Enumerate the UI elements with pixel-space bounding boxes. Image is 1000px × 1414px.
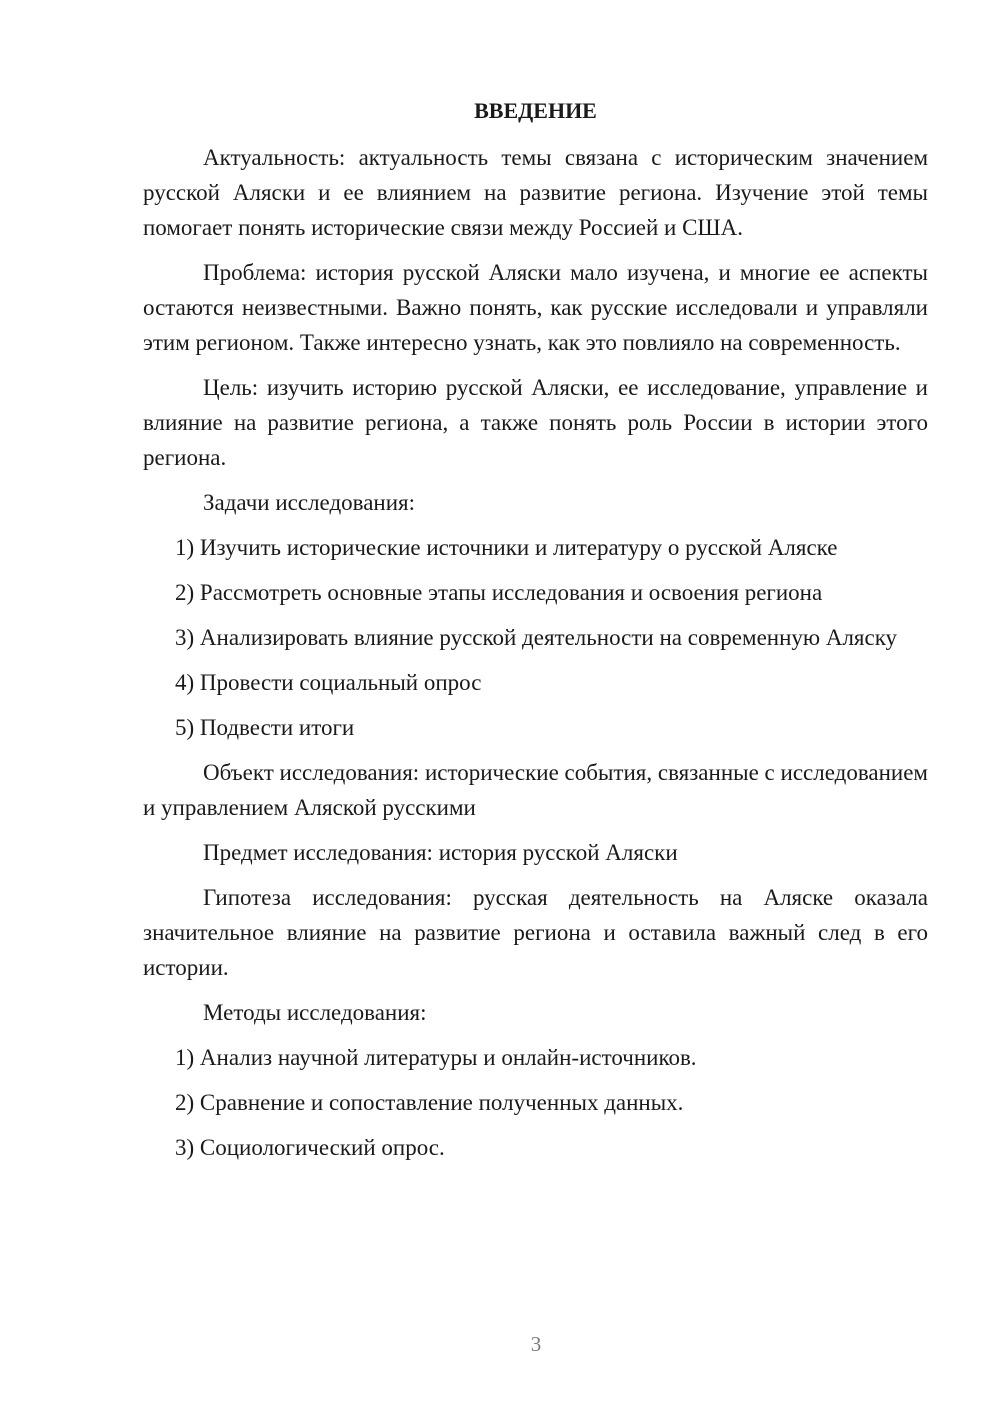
method-item: 1) Анализ научной литературы и онлайн-источников. [175, 1045, 697, 1070]
goal-paragraph: Цель: изучить историю русской Аляски, ее исследование, управление и влияние на развитие региона, а также понять роль России в истории этого региона. [143, 375, 928, 470]
page-number: 3 [530, 1332, 542, 1356]
method-item: 3) Социологический опрос. [175, 1135, 445, 1160]
method-item: 2) Сравнение и сопоставление полученных данных. [175, 1090, 684, 1115]
task-item: 4) Провести социальный опрос [175, 670, 482, 695]
tasks-heading: Задачи исследования: [203, 490, 416, 515]
task-item: 2) Рассмотреть основные этапы исследования и освоения региона [175, 580, 823, 605]
relevance-paragraph: Актуальность: актуальность темы связана с историческим значением русской Аляски и ее влиянием на развитие региона. Изучение этой темы помогает понять исторические связи между Россией и США. [143, 145, 928, 240]
document-body [143, 93, 928, 1165]
task-item: 1) Изучить исторические источники и литературу о русской Аляске [175, 535, 838, 560]
task-item: 3) Анализировать влияние русской деятельности на современную Аляску [175, 625, 898, 650]
problem-paragraph: Проблема: история русской Аляски мало изучена, и многие ее аспекты остаются неизвестными. Важно понять, как русские исследовали и управляли этим регионом. Также интересно узнать, как это повлияло на современность. [143, 260, 928, 355]
section-title: ВВЕДЕНИЕ [474, 98, 597, 123]
subject-paragraph: Предмет исследования: история русской Аляски [203, 840, 678, 865]
hypothesis-paragraph: Гипотеза исследования: русская деятельность на Аляске оказала значительное влияние на развитие региона и оставила важный след в его истории. [143, 885, 928, 980]
object-paragraph: Объект исследования: исторические события, связанные с исследованием и управлением Аляской русскими [143, 760, 928, 820]
task-item: 5) Подвести итоги [175, 715, 355, 740]
methods-heading: Методы исследования: [203, 1000, 427, 1025]
